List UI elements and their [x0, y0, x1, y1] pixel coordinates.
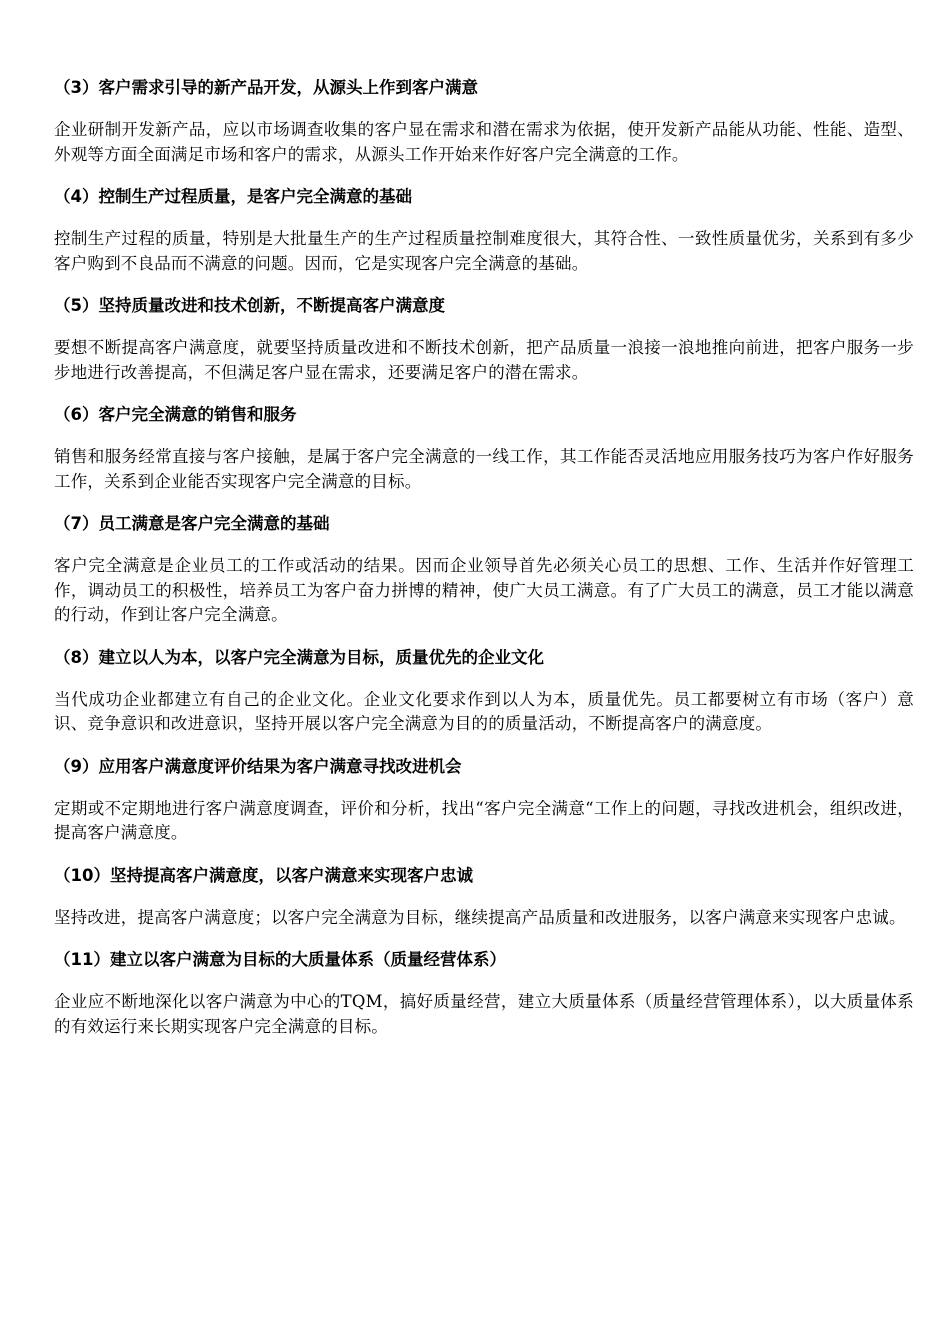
section-paragraph: 销售和服务经常直接与客户接触，是属于客户完全满意的一线工作，其工作能否灵活地应用服务技巧为客户作好服务工作，关系到企业能否实现客户完全满意的目标。: [54, 447, 914, 491]
section-heading: （6）客户完全满意的销售和服务: [54, 405, 297, 424]
section-heading: （10）坚持提高客户满意度，以客户满意来实现客户忠诚: [54, 865, 473, 885]
section-paragraph: 客户完全满意是企业员工的工作或活动的结果。因而企业领导首先必须关心员工的思想、工作、生活并作好管理工作，调动员工的积极性，培养员工为客户奋力拼博的精神，使广大员工满意。有了广大员工的满意，员工才能以满意的行动，作到让客户完全满意。: [54, 556, 914, 624]
section-heading: （4）控制生产过程质量，是客户完全满意的基础: [54, 187, 412, 206]
section-heading: （8）建立以人为本，以客户完全满意为目标，质量优先的企业文化: [54, 647, 544, 667]
section-8: [54, 646, 914, 737]
section-paragraph: 定期或不定期地进行客户满意度调查，评价和分析，找出“客户完全满意“工作上的问题，寻找改进机会，组织改进，提高客户满意度。: [54, 798, 914, 842]
section-3: [54, 76, 914, 167]
section-heading: （11）建立以客户满意为目标的大质量体系（质量经营体系）: [54, 950, 506, 969]
section-6: [54, 403, 914, 494]
section-paragraph: 要想不断提高客户满意度，就要坚持质量改进和不断技术创新，把产品质量一浪接一浪地推向前进，把客户服务一步步地进行改善提高，不但满足客户显在需求，还要满足客户的潜在需求。: [54, 338, 914, 382]
section-paragraph: 企业研制开发新产品，应以市场调查收集的客户显在需求和潜在需求为依据，使开发新产品能从功能、性能、造型、外观等方面全面满足市场和客户的需求，从源头工作开始来作好客户完全满意的工作。: [54, 120, 914, 164]
section-4: [54, 185, 914, 276]
section-5: [54, 294, 914, 385]
section-heading: （9）应用客户满意度评价结果为客户满意寻找改进机会: [54, 756, 462, 776]
section-11: [54, 948, 914, 1039]
section-paragraph: 当代成功企业都建立有自己的企业文化。企业文化要求作到以人为本，质量优先。员工都要树立有市场（客户）意识、竞争意识和改进意识，坚持开展以客户完全满意为目的的质量活动，不断提高客户的满意度。: [54, 689, 914, 733]
section-10: [54, 864, 914, 931]
section-paragraph: 坚持改进，提高客户满意度；以客户完全满意为目标，继续提高产品质量和改进服务，以客户满意来实现客户忠诚。: [54, 907, 906, 927]
section-heading: （5）坚持质量改进和技术创新，不断提高客户满意度: [54, 296, 445, 315]
section-heading: （7）员工满意是客户完全满意的基础: [54, 514, 330, 533]
section-7: [54, 512, 914, 628]
section-heading: （3）客户需求引导的新产品开发，从源头上作到客户满意: [54, 78, 478, 97]
document-body: [54, 76, 914, 1057]
section-paragraph: 控制生产过程的质量，特别是大批量生产的生产过程质量控制难度很大，其符合性、一致性质量优劣，关系到有多少客户购到不良品而不满意的问题。因而，它是实现客户完全满意的基础。: [54, 229, 914, 273]
section-9: [54, 755, 914, 846]
section-paragraph: 企业应不断地深化以客户满意为中心的TQM，搞好质量经营，建立大质量体系（质量经营管理体系），以大质量体系的有效运行来长期实现客户完全满意的目标。: [54, 992, 914, 1036]
